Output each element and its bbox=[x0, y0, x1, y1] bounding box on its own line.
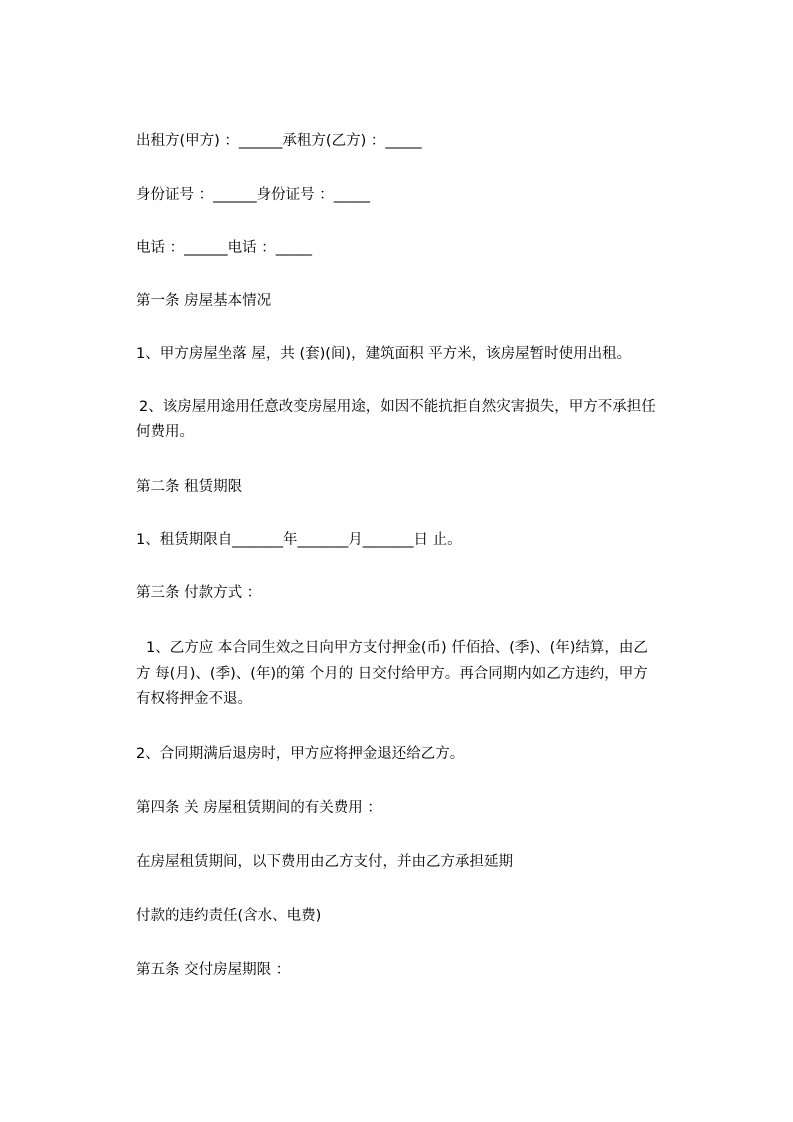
article-3-clause-1-cont2: 有权将押金不退。 bbox=[136, 691, 252, 707]
party-names-line: 出租方(甲方) ：______承租方(乙方) ：_____ bbox=[136, 133, 422, 149]
article-1-heading: 第一条 房屋基本情况 bbox=[136, 293, 272, 309]
article-1-clause-2: 2、该房屋用途用任意改变房屋用途，如因不能抗拒自然灾害损失，甲方不承担任 bbox=[139, 399, 656, 415]
article-4-heading: 第四条 关 房屋租赁期间的有关费用 ： bbox=[136, 800, 382, 816]
phone-line: 电话 ：______电话 ：_____ bbox=[136, 240, 312, 256]
id-number-line: 身份证号 ：______身份证号 ：_____ bbox=[136, 187, 370, 203]
article-3-heading: 第三条 付款方式 ： bbox=[136, 585, 262, 601]
article-3-clause-1-cont: 方 每(月)、(季)、(年)的第 个月的 日交付给甲方。再合同期内如乙方违约，甲方 bbox=[136, 666, 648, 682]
article-1-clause-2-cont: 何费用。 bbox=[136, 424, 194, 440]
article-3-clause-1: 1、乙方应 本合同生效之日向甲方支付押金(币) 仟佰拾、(季)、(年)结算，由乙 bbox=[146, 640, 648, 656]
article-5-heading: 第五条 交付房屋期限 ： bbox=[136, 962, 291, 978]
article-4-text-cont: 付款的违约责任(含水、电费) bbox=[136, 908, 322, 924]
article-2-heading: 第二条 租赁期限 bbox=[136, 479, 243, 495]
article-2-clause-1: 1、租赁期限自_______年_______月_______日 止。 bbox=[136, 532, 462, 548]
article-3-clause-2: 2、合同期满后退房时，甲方应将押金退还给乙方。 bbox=[136, 746, 465, 762]
article-4-text: 在房屋租赁期间，以下费用由乙方支付，并由乙方承担延期 bbox=[136, 854, 513, 870]
article-1-clause-1: 1、甲方房屋坐落 屋，共 (套)(间)，建筑面积 平方米，该房屋暂时使用出租。 bbox=[136, 346, 632, 362]
